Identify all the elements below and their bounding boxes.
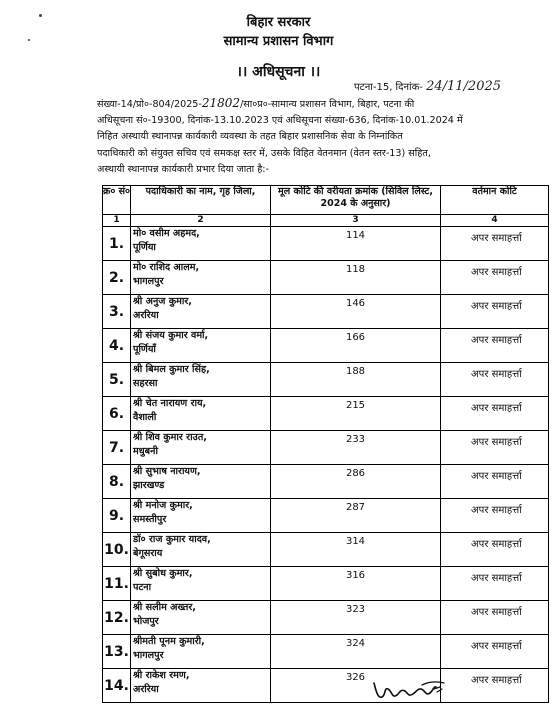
notification-heading: ।। अधिसूचना ।। (236, 64, 321, 80)
current-cadre: अपर समाहर्त्ता (441, 635, 549, 669)
table-row (103, 533, 549, 567)
table-row (103, 295, 549, 329)
date-line (354, 79, 501, 94)
home-district: पूर्णियाँ (133, 344, 156, 355)
serial-number: 10. (103, 533, 131, 567)
home-district: भोजपुर (133, 616, 159, 627)
seniority-rank: 188 (271, 363, 441, 397)
officer-cell (131, 669, 271, 703)
seniority-rank: 314 (271, 533, 441, 567)
header-serial: क्र० सं० (103, 186, 131, 215)
home-district: सहरसा (133, 378, 158, 389)
column-number: 3 (271, 215, 441, 227)
seniority-rank: 316 (271, 567, 441, 601)
serial-number: 2. (103, 261, 131, 295)
home-district: झारखण्ड (133, 480, 165, 491)
home-district: भागलपुर (133, 276, 164, 287)
current-cadre: अपर समाहर्त्ता (441, 465, 549, 499)
home-district: पूर्णिया (133, 242, 156, 253)
table-row (103, 635, 549, 669)
seniority-rank: 118 (271, 261, 441, 295)
officer-cell (131, 261, 271, 295)
seniority-rank: 146 (271, 295, 441, 329)
officer-name: श्री बिमल कुमार सिंह, (133, 364, 210, 375)
officer-cell (131, 465, 271, 499)
government-title: बिहार सरकार (246, 15, 311, 30)
table-row (103, 261, 549, 295)
officer-name: श्री सुबोध कुमार, (133, 568, 193, 579)
paragraph-line: पदाधिकारी को संयुक्त सचिव एवं समकक्ष स्तर में, उसके विहित वेतनमान (वेतन स्तर-13) सहित, (97, 147, 431, 159)
header-seniority: मूल कोटि की वरीयता क्रमांक (सिविल लिस्ट, 2024 के अनुसार) (271, 186, 441, 215)
seniority-rank: 114 (271, 227, 441, 261)
current-cadre: अपर समाहर्त्ता (441, 261, 549, 295)
officer-cell (131, 329, 271, 363)
memo-number-prefix: संख्या-14/प्रो०-804/2025- (97, 99, 202, 110)
handwritten-date: 24/11/2025 (426, 79, 502, 94)
home-district: मधुबनी (133, 446, 158, 457)
column-number: 2 (131, 215, 271, 227)
home-district: पटना (133, 582, 152, 593)
paragraph-line: अस्थायी स्थानापन्न कार्यकारी प्रभार दिया जाता है:- (97, 163, 269, 175)
seniority-rank: 324 (271, 635, 441, 669)
signature-icon (370, 677, 450, 705)
serial-number: 7. (103, 431, 131, 465)
current-cadre: अपर समाहर्त्ता (441, 329, 549, 363)
current-cadre: अपर समाहर्त्ता (441, 431, 549, 465)
home-district: अररिया (133, 310, 159, 321)
home-district: वैशाली (133, 412, 157, 423)
table-body (103, 227, 549, 703)
officer-cell (131, 533, 271, 567)
current-cadre: अपर समाहर्त्ता (441, 601, 549, 635)
officer-cell (131, 227, 271, 261)
serial-number: 12. (103, 601, 131, 635)
home-district: भागलपुर (133, 650, 164, 661)
officer-name: मो० वसीम अहमद, (133, 228, 200, 239)
table-row (103, 227, 549, 261)
officer-cell (131, 431, 271, 465)
seniority-rank: 287 (271, 499, 441, 533)
serial-number: 9. (103, 499, 131, 533)
serial-number: 4. (103, 329, 131, 363)
current-cadre: अपर समाहर्त्ता (441, 567, 549, 601)
seniority-rank: 326 (271, 669, 441, 703)
column-number: 1 (103, 215, 131, 227)
seniority-rank: 286 (271, 465, 441, 499)
table-row (103, 601, 549, 635)
officer-name: श्री सलीम अख्तर, (133, 602, 196, 613)
current-cadre: अपर समाहर्त्ता (441, 397, 549, 431)
serial-number: 1. (103, 227, 131, 261)
officer-name: मो० राशिद आलम, (133, 262, 200, 273)
officer-cell (131, 499, 271, 533)
officer-cell (131, 635, 271, 669)
current-cadre: अपर समाहर्त्ता (441, 227, 549, 261)
officer-name: श्री शिव कुमार राउत, (133, 432, 207, 443)
serial-number: 3. (103, 295, 131, 329)
home-district: बेगूसराय (133, 548, 163, 559)
handwritten-memo-number: 21802 (201, 96, 241, 110)
column-number: 4 (441, 215, 549, 227)
home-district: समस्तीपुर (133, 514, 167, 525)
officer-cell (131, 295, 271, 329)
officer-name: श्री मनोज कुमार, (133, 500, 193, 511)
header-officer-name: पदाधिकारी का नाम, गृह जिला, (131, 186, 271, 215)
current-cadre: अपर समाहर्त्ता (441, 295, 549, 329)
officer-name: श्री संजय कुमार वर्मा, (133, 330, 209, 341)
officer-cell (131, 601, 271, 635)
serial-number: 6. (103, 397, 131, 431)
department-title: सामान्य प्रशासन विभाग (223, 34, 334, 49)
table-row (103, 431, 549, 465)
memo-number-suffix: /सा०प्र०-सामान्य प्रशासन विभाग, बिहार, पटना की (240, 99, 415, 110)
table-row (103, 465, 549, 499)
officer-name: श्री चेत नारायण राय, (133, 398, 207, 409)
paragraph-line (97, 95, 519, 113)
table-header-row (103, 186, 549, 215)
current-cadre: अपर समाहर्त्ता (441, 669, 549, 703)
table-row (103, 499, 549, 533)
current-cadre: अपर समाहर्त्ता (441, 533, 549, 567)
header-current-cadre: वर्तमान कोटि (441, 186, 549, 215)
seniority-rank: 323 (271, 601, 441, 635)
paragraph-line: अधिसूचना सं०-19300, दिनांक-13.10.2023 एवं अधिसूचना संख्या-636, दिनांक-10.01.2024 में (97, 115, 463, 127)
officer-cell (131, 363, 271, 397)
current-cadre: अपर समाहर्त्ता (441, 499, 549, 533)
current-cadre: अपर समाहर्त्ता (441, 363, 549, 397)
column-number-row (103, 215, 549, 227)
table-row (103, 669, 549, 703)
officer-cell (131, 567, 271, 601)
serial-number: 11. (103, 567, 131, 601)
officer-name: डॉ० राज कुमार यादव, (133, 534, 211, 545)
table-row (103, 567, 549, 601)
serial-number: 5. (103, 363, 131, 397)
table-row (103, 329, 549, 363)
seniority-rank: 215 (271, 397, 441, 431)
paragraph-line: निहित अस्थायी स्थानापन्न कार्यकारी व्यवस्था के तहत बिहार प्रशासनिक सेवा के निम्नांकित (97, 131, 403, 143)
notification-paragraph (97, 95, 519, 178)
officer-name: श्री अनुज कुमार, (133, 296, 192, 307)
table-row (103, 397, 549, 431)
officer-cell (131, 397, 271, 431)
officer-name: श्रीमती पूनम कुमारी, (133, 636, 205, 647)
date-prefix: पटना-15, दिनांक- (354, 82, 423, 93)
officers-table (102, 185, 549, 703)
officer-name: श्री सुभाष नारायण, (133, 466, 201, 477)
serial-number: 14. (103, 669, 131, 703)
serial-number: 8. (103, 465, 131, 499)
seniority-rank: 233 (271, 431, 441, 465)
table-row (103, 363, 549, 397)
seniority-rank: 166 (271, 329, 441, 363)
serial-number: 13. (103, 635, 131, 669)
officer-name: श्री राकेश रमण, (133, 670, 190, 681)
home-district: अररिया (133, 684, 159, 695)
